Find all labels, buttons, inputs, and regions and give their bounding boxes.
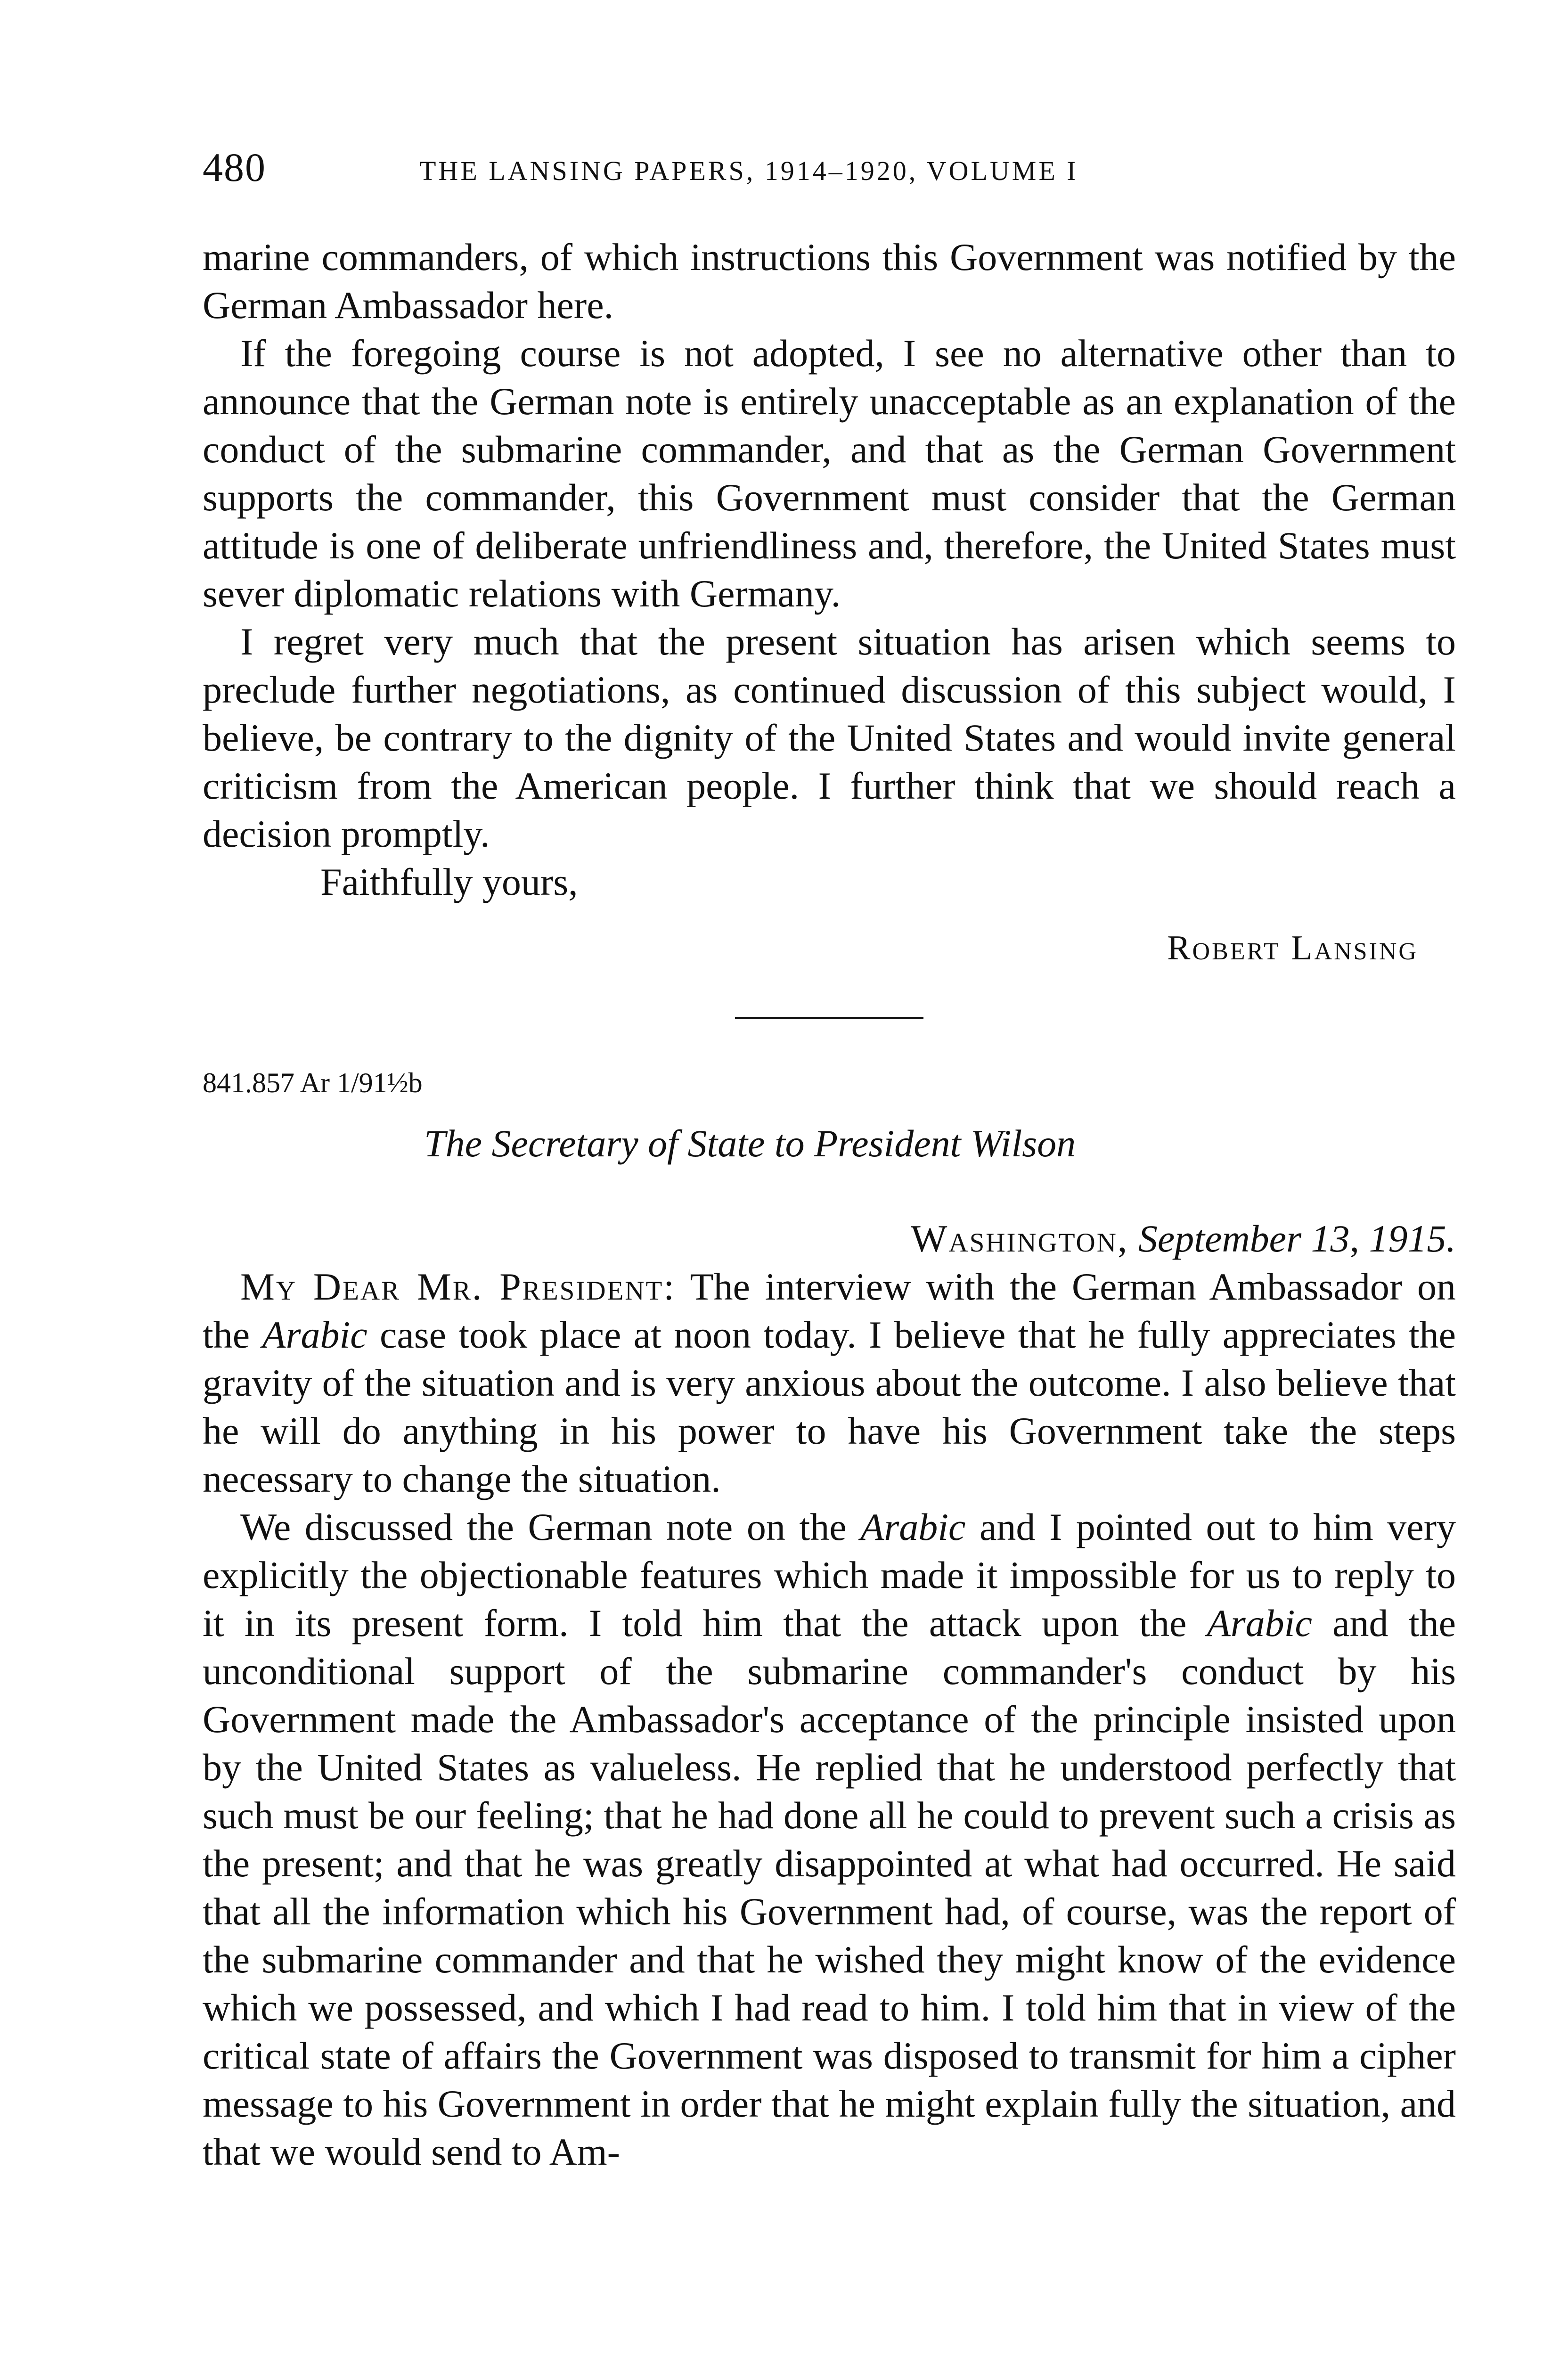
letter2-p1-part-a: The interview with the German Ambassador on the	[203, 1265, 1456, 1356]
dateline-place: Washington,	[911, 1217, 1129, 1260]
salutation: My Dear Mr. President:	[240, 1265, 676, 1308]
file-number: 841.857 Ar 1/91½b	[203, 1067, 423, 1098]
letter2-paragraph-1	[203, 1263, 1456, 1503]
ship-name-arabic: Arabic	[860, 1505, 966, 1548]
page-header	[203, 144, 1446, 200]
letter2-p2-part-b: and I pointed out to him very explicitly the objectionable features which made it impossible for us to reply to it in its present form. I told him that the attack upon the	[203, 1505, 1456, 1644]
letter1-closing: Faithfully yours,	[320, 860, 578, 903]
letter1-paragraph-2: If the foregoing course is not adopted, I see no alternative other than to announce that the German note is entirely unacceptable as an explanation of the conduct of the submarine commander, and that as the German Government supports the commander, this Government must consider that the German attitude is one of deliberate unfriendliness and, therefore, the United States must sever diplomatic relations with Germany.	[203, 332, 1456, 615]
page-number: 480	[203, 145, 266, 190]
letter1-signature: Robert Lansing	[1167, 929, 1418, 967]
ship-name-arabic: Arabic	[262, 1313, 368, 1356]
ship-name-arabic: Arabic	[1207, 1602, 1312, 1644]
section-divider	[735, 1017, 923, 1019]
letter1-paragraph-1: marine commanders, of which instructions this Government was notified by the German Ambassador here.	[203, 236, 1456, 327]
letter1-paragraph-3: I regret very much that the present situation has arisen which seems to preclude further negotiations, as continued discussion of this subject would, I believe, be contrary to the dignity of the United States and would invite general criticism from the American people. I further think that we should reach a decision promptly.	[203, 620, 1456, 855]
letter2-p2-part-a: We discussed the German note on the	[240, 1505, 847, 1548]
document-title: The Secretary of State to President Wilson	[424, 1122, 1076, 1165]
letter2-paragraph-2	[203, 1503, 1456, 2176]
letter2-p1-part-b: case took place at noon today. I believe that he fully appreciates the gravity of the situation and is very anxious about the outcome. I also believe that he will do anything in his power to have his Government take the steps necessary to change the situation.	[203, 1313, 1456, 1500]
dateline-date: September 13, 1915.	[1138, 1217, 1456, 1260]
body-text	[203, 233, 1456, 2176]
letter2-p2-part-c: and the unconditional support of the submarine commander's conduct by his Government made the Ambassador's acceptance of the principle insisted upon by the United States as valueless. He replied that he understood perfectly that such must be our feeling; that he had done all he could to prevent such a crisis as the present; and that he was greatly disappointed at what had occurred. He said that all the information which his Government had, of course, was the report of the submarine commander and that he wished they might know of the evidence which we possessed, and which I had read to him. I told him that in view of the critical state of affairs the Government was disposed to transmit for him a cipher message to his Government in order that he might explain fully the situation, and that we would send to Am-	[203, 1602, 1456, 2173]
running-head: THE LANSING PAPERS, 1914–1920, VOLUME I	[419, 155, 1078, 186]
dateline	[203, 1215, 1456, 1263]
